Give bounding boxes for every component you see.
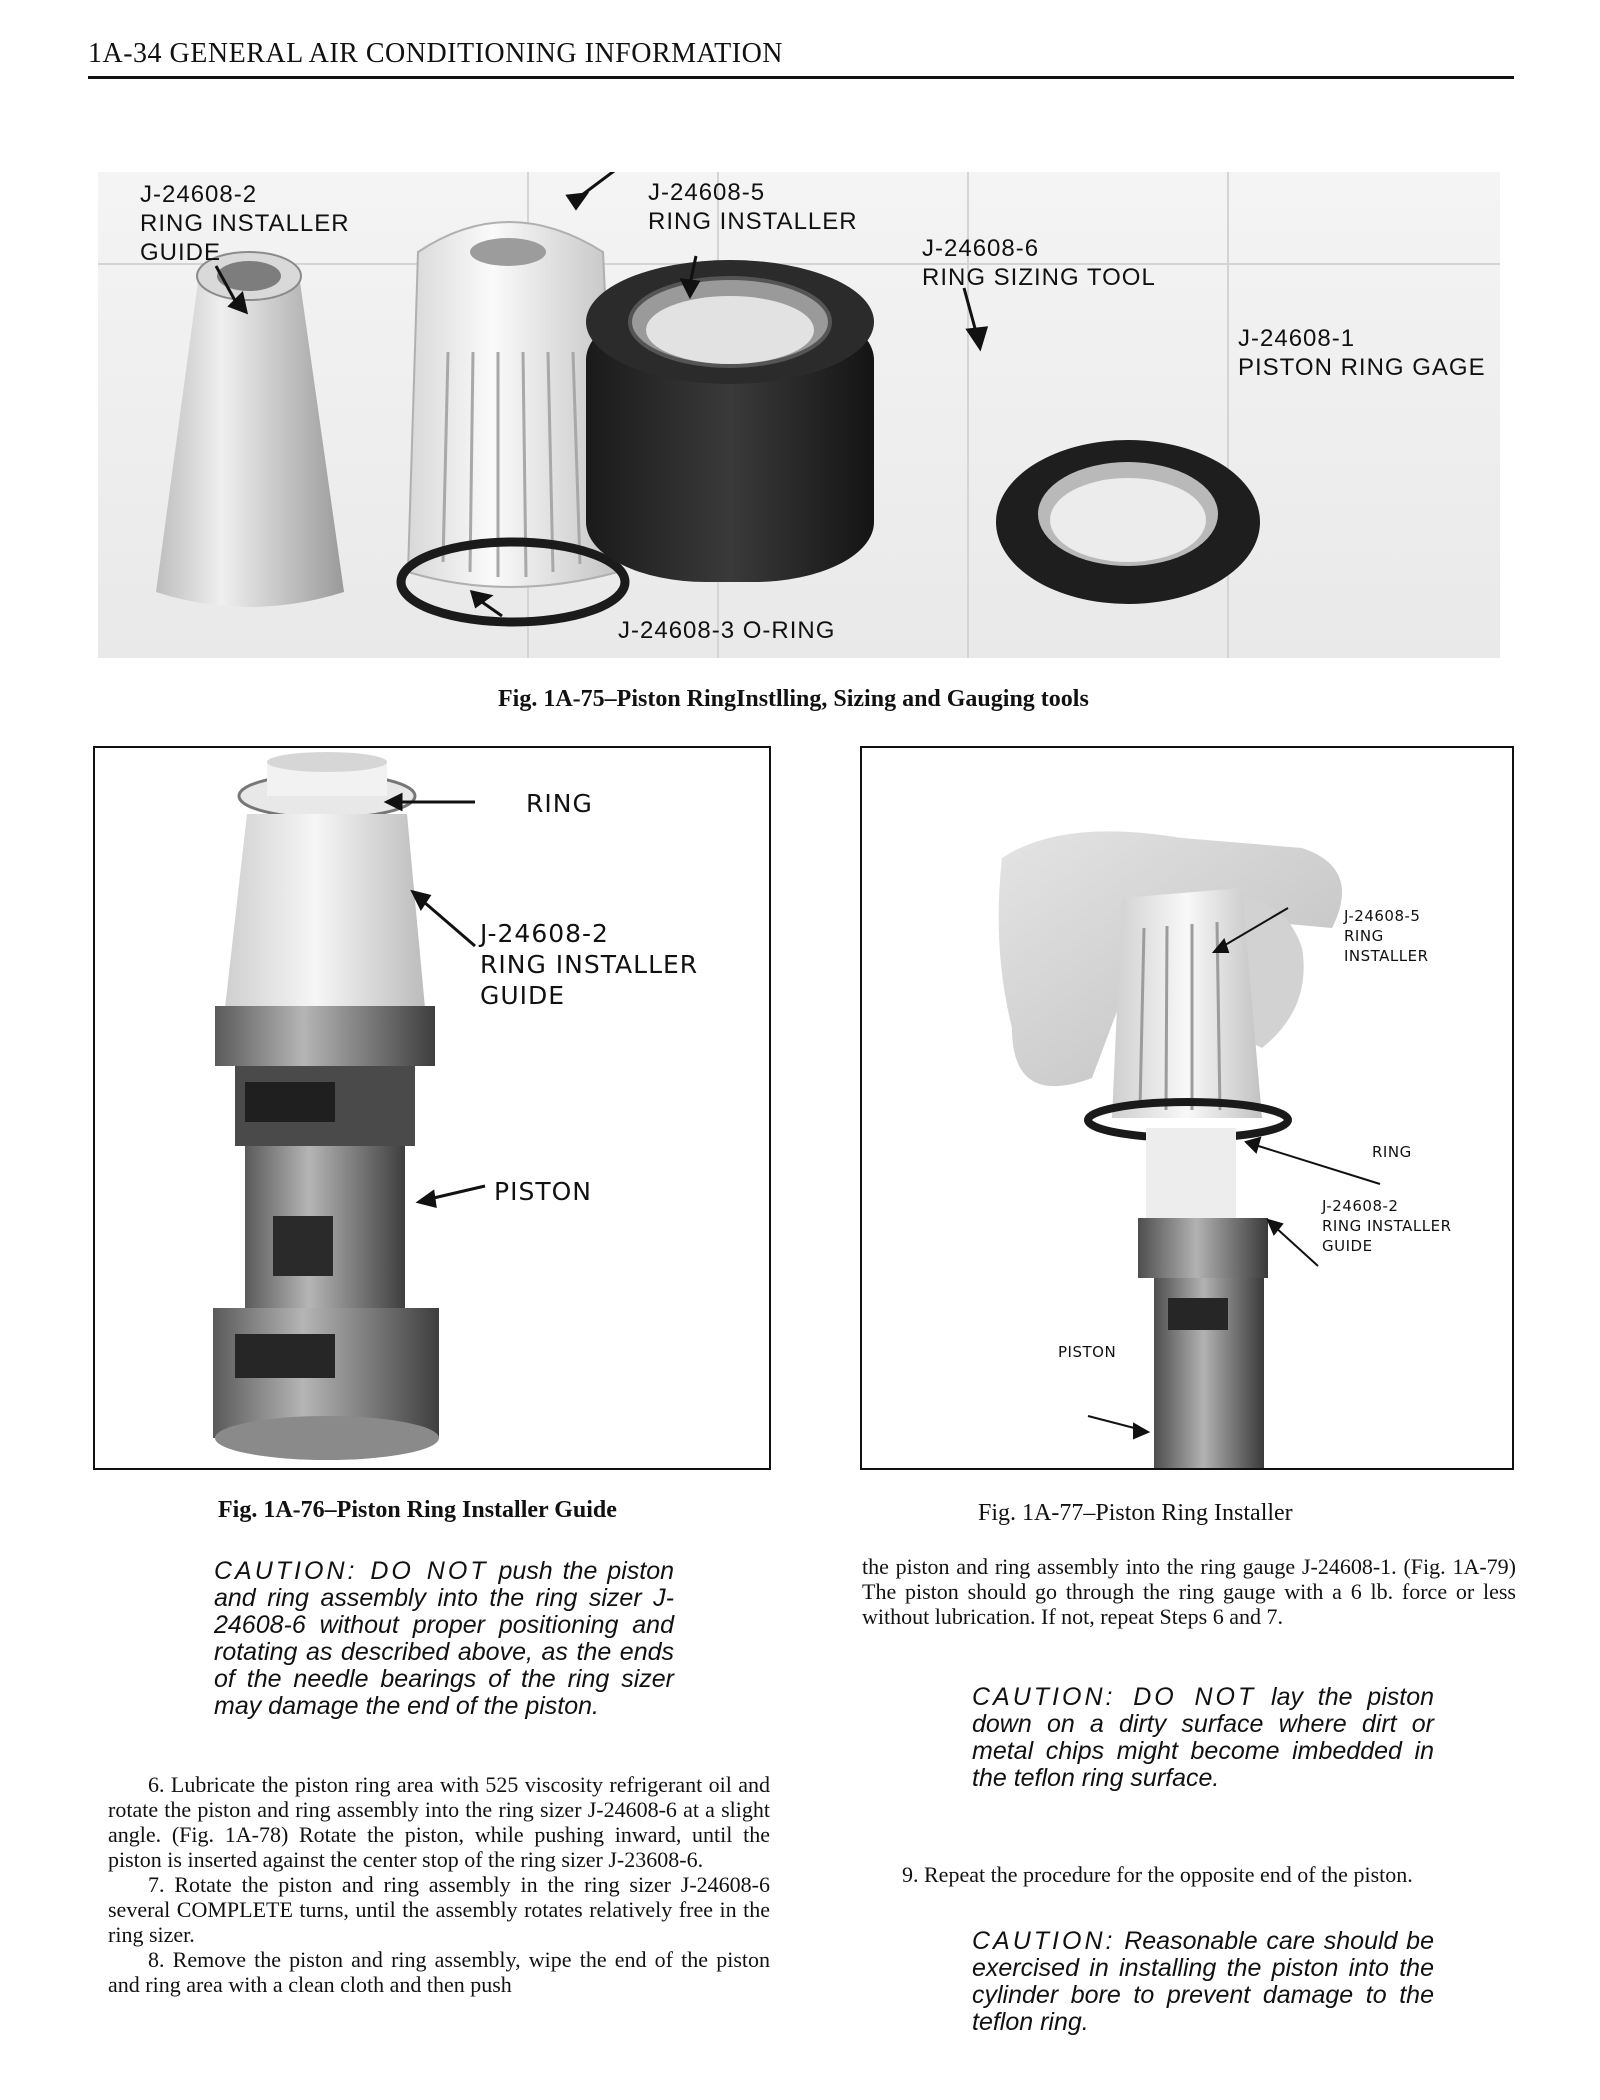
fig75-installer-part-number: J-24608-5 — [648, 179, 766, 206]
page-header-title: 1A-34 GENERAL AIR CONDITIONING INFORMATION — [88, 38, 784, 69]
fig76-caption: Fig. 1A-76–Piston Ring Installer Guide — [218, 1497, 617, 1523]
left-steps — [108, 1772, 770, 1997]
fig75-gage-line2: PISTON RING GAGE — [1238, 354, 1486, 381]
fig75-sizer-part-number: J-24608-6 — [922, 235, 1040, 262]
caution-1 — [214, 1558, 674, 1720]
step-6: 6. Lubricate the piston ring area with 525 viscosity refrigerant oil and rotate the piston and ring assembly into the ring sizer J-24608-6 at a slight angle. (Fig. 1A-78) Rotate the piston, while pushing inward, until the piston is inserted against the center stop of the ring sizer J-23608-6. — [108, 1772, 770, 1872]
fig76-guide-part-number: J-24608-2 — [480, 919, 609, 948]
fig75-gage-part-number: J-24608-1 — [1238, 325, 1356, 352]
fig77-guide-line2: RING INSTALLER — [1322, 1217, 1452, 1235]
step-9: 9. Repeat the procedure for the opposite end of the piston. — [902, 1862, 1413, 1887]
fig76-guide-line2: RING INSTALLER — [480, 950, 699, 979]
fig75-guide-line3: GUIDE — [140, 239, 222, 266]
fig77-caption: Fig. 1A-77–Piston Ring Installer — [978, 1500, 1293, 1526]
fig77-ring-label: RING — [1372, 1143, 1412, 1161]
fig75-caption: Fig. 1A-75–Piston RingInstlling, Sizing and Gauging tools — [498, 686, 1089, 712]
caution-1-text: push the piston and ring assembly into the ring sizer J-24608-6 without proper positioning and rotating as described above, as the ends of the needle bearings of the ring sizer may damage the end of the piston. — [214, 1557, 674, 1720]
fig75-guide-line2: RING INSTALLER — [140, 210, 350, 237]
fig75-gage-label — [1238, 324, 1486, 382]
caution-3-heading: CAUTION: — [972, 1927, 1116, 1955]
fig75-guide-part-number: J-24608-2 — [140, 181, 258, 208]
fig75-oring-label: J-24608-3 O-RING — [618, 617, 836, 644]
step-8: 8. Remove the piston and ring assembly, wipe the end of the piston and ring area with a clean cloth and then push — [108, 1947, 770, 1997]
fig76-ring-label: RING — [526, 789, 593, 818]
caution-3 — [972, 1928, 1434, 2036]
right-continuation — [862, 1554, 1516, 1629]
step-7: 7. Rotate the piston and ring assembly in the ring sizer J-24608-6 several COMPLETE turns, until the assembly rotates relatively free in the ring sizer. — [108, 1872, 770, 1947]
header-rule — [88, 76, 1514, 79]
fig77-guide-label — [1322, 1196, 1452, 1256]
fig77-piston-label: PISTON — [1058, 1343, 1117, 1361]
caution-2-text: lay the piston down on a dirty surface where dirt or metal chips might become imbedded in the teflon ring surface. — [972, 1683, 1435, 1792]
continuation-text: the piston and ring assembly into the ring gauge J-24608-1. (Fig. 1A-79) The piston should go through the ring gauge with a 6 lb. force or less without lubrication. If not, repeat Steps 6 and 7. — [862, 1554, 1516, 1629]
fig76-guide-label — [480, 918, 698, 1011]
fig75-installer-label — [648, 178, 858, 236]
fig77-installer-part-number: J-24608-5 — [1344, 907, 1421, 925]
caution-2-heading: CAUTION: DO NOT — [972, 1683, 1257, 1711]
fig-1a-77-frame — [860, 746, 1514, 1470]
fig75-guide-label — [140, 180, 350, 267]
right-step-9 — [862, 1862, 1516, 1887]
fig77-installer-label — [1344, 906, 1429, 966]
caution-3-text: Reasonable care should be exercised in installing the piston into the cylinder bore to prevent damage to the teflon ring. — [972, 1927, 1434, 2036]
caution-2 — [972, 1684, 1434, 1792]
fig77-installer-line3: INSTALLER — [1344, 947, 1429, 965]
fig75-installer-line2: RING INSTALLER — [648, 208, 858, 235]
fig-1a-76-frame — [93, 746, 771, 1470]
fig75-sizer-line2: RING SIZING TOOL — [922, 264, 1156, 291]
fig76-piston-label: PISTON — [494, 1177, 592, 1206]
fig77-installer-line2: RING — [1344, 927, 1384, 945]
fig77-guide-part-number: J-24608-2 — [1322, 1197, 1399, 1215]
fig75-sizer-label — [922, 234, 1156, 292]
fig77-guide-line3: GUIDE — [1322, 1237, 1373, 1255]
fig76-guide-line3: GUIDE — [480, 981, 566, 1010]
caution-1-heading: CAUTION: DO NOT — [214, 1557, 489, 1585]
